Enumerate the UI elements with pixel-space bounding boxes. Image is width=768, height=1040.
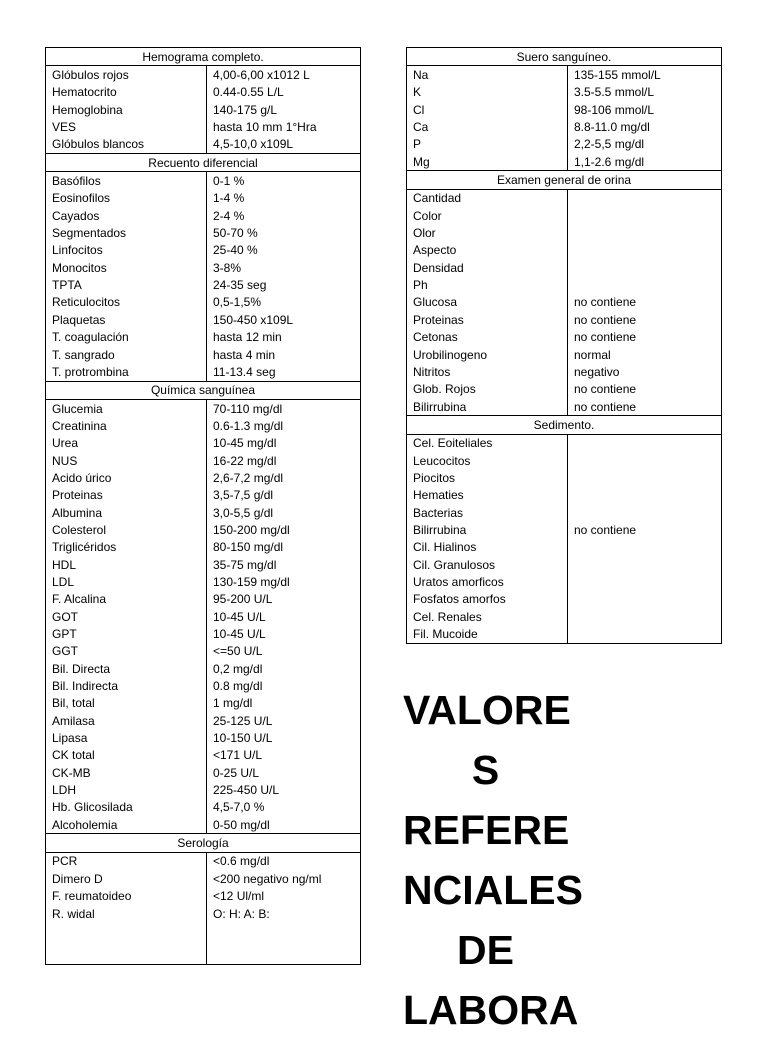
table-row xyxy=(46,799,361,816)
table-row xyxy=(46,539,361,556)
reference-value: 1 mg/dl xyxy=(207,695,361,712)
test-name: GPT xyxy=(46,625,207,642)
test-name: Color xyxy=(407,207,568,224)
test-name: T. sangrado xyxy=(46,346,207,363)
test-name: Basófilos xyxy=(46,172,207,190)
table-row xyxy=(46,363,361,381)
test-name: Hematies xyxy=(407,487,568,504)
right-table-body xyxy=(407,48,722,644)
reference-value xyxy=(568,276,722,293)
reference-value: 1,1-2.6 mg/dl xyxy=(568,153,722,171)
title-line: DE xyxy=(457,927,514,973)
table-row xyxy=(46,712,361,729)
section-title: Examen general de orina xyxy=(407,171,722,189)
empty-cell xyxy=(46,922,207,965)
test-name: GGT xyxy=(46,643,207,660)
table-row xyxy=(407,434,722,452)
test-name: Bil. Directa xyxy=(46,660,207,677)
reference-value xyxy=(568,224,722,241)
reference-value: <=50 U/L xyxy=(207,643,361,660)
test-name: F. Alcalina xyxy=(46,591,207,608)
reference-value: 10-45 U/L xyxy=(207,625,361,642)
reference-value: <0.6 mg/dl xyxy=(207,852,361,870)
reference-value: 70-110 mg/dl xyxy=(207,399,361,417)
test-name: Glóbulos blancos xyxy=(46,136,207,154)
table-row xyxy=(407,311,722,328)
table-row xyxy=(46,207,361,224)
test-name: Na xyxy=(407,66,568,84)
reference-value: 16-22 mg/dl xyxy=(207,452,361,469)
reference-value: 95-200 U/L xyxy=(207,591,361,608)
test-name: Linfocitos xyxy=(46,242,207,259)
table-row xyxy=(46,346,361,363)
test-name: Proteinas xyxy=(407,311,568,328)
reference-value: hasta 10 mm 1°Hra xyxy=(207,118,361,135)
test-name: Fil. Mucoide xyxy=(407,625,568,643)
test-name: Monocitos xyxy=(46,259,207,276)
table-row xyxy=(407,294,722,311)
table-row xyxy=(46,435,361,452)
table-row xyxy=(407,84,722,101)
table-row xyxy=(46,294,361,311)
test-name: Plaquetas xyxy=(46,311,207,328)
reference-value: 150-450 x109L xyxy=(207,311,361,328)
reference-value: hasta 4 min xyxy=(207,346,361,363)
test-name: Fosfatos amorfos xyxy=(407,591,568,608)
test-name: Densidad xyxy=(407,259,568,276)
table-row xyxy=(46,504,361,521)
test-name: CK total xyxy=(46,747,207,764)
table-row xyxy=(407,381,722,398)
table-row xyxy=(46,118,361,135)
reference-value: 4,5-10,0 x109L xyxy=(207,136,361,154)
test-name: Bilirrubina xyxy=(407,521,568,538)
section-header-row xyxy=(407,48,722,66)
table-row xyxy=(46,487,361,504)
test-name: R. widal xyxy=(46,905,207,922)
reference-value xyxy=(568,207,722,224)
table-row xyxy=(407,207,722,224)
test-name: Mg xyxy=(407,153,568,171)
section-header-row xyxy=(407,171,722,189)
test-name: GOT xyxy=(46,608,207,625)
reference-value: 135-155 mmol/L xyxy=(568,66,722,84)
title-line: S xyxy=(471,747,500,793)
test-name: HDL xyxy=(46,556,207,573)
reference-value: normal xyxy=(568,346,722,363)
test-name: Cil. Granulosos xyxy=(407,556,568,573)
table-row xyxy=(46,84,361,101)
reference-value xyxy=(568,504,722,521)
reference-value: 3-8% xyxy=(207,259,361,276)
title-line: LABORA xyxy=(403,987,579,1033)
table-row xyxy=(46,101,361,118)
section-header-row xyxy=(46,48,361,66)
reference-value xyxy=(568,434,722,452)
test-name: Cil. Hialinos xyxy=(407,539,568,556)
reference-value xyxy=(568,591,722,608)
reference-value xyxy=(568,487,722,504)
test-name: Glucemia xyxy=(46,399,207,417)
reference-value: no contiene xyxy=(568,294,722,311)
table-row xyxy=(46,816,361,834)
reference-value: 10-45 mg/dl xyxy=(207,435,361,452)
test-name: Aspecto xyxy=(407,242,568,259)
test-name: Olor xyxy=(407,224,568,241)
left-table-body xyxy=(46,48,361,965)
table-row xyxy=(407,189,722,207)
test-name: Ph xyxy=(407,276,568,293)
table-row xyxy=(46,905,361,922)
test-name: Cel. Renales xyxy=(407,608,568,625)
test-name: Colesterol xyxy=(46,521,207,538)
table-row xyxy=(46,660,361,677)
table-row xyxy=(407,346,722,363)
reference-value: 35-75 mg/dl xyxy=(207,556,361,573)
reference-value: 0-1 % xyxy=(207,172,361,190)
test-name: Eosinofilos xyxy=(46,190,207,207)
test-name: TPTA xyxy=(46,276,207,293)
test-name: Nitritos xyxy=(407,363,568,380)
test-name: Glóbulos rojos xyxy=(46,66,207,84)
reference-value: <200 negativo ng/ml xyxy=(207,870,361,887)
test-name: LDH xyxy=(46,781,207,798)
section-header-row xyxy=(46,154,361,172)
table-row xyxy=(407,608,722,625)
test-name: Uratos amorficos xyxy=(407,573,568,590)
reference-value: 0-50 mg/dl xyxy=(207,816,361,834)
table-row xyxy=(46,136,361,154)
table-row xyxy=(46,242,361,259)
reference-value: 2,6-7,2 mg/dl xyxy=(207,469,361,486)
reference-value: no contiene xyxy=(568,329,722,346)
reference-value: no contiene xyxy=(568,521,722,538)
test-name: Cel. Eoiteliales xyxy=(407,434,568,452)
test-name: Cl xyxy=(407,101,568,118)
table-row xyxy=(46,729,361,746)
test-name: P xyxy=(407,136,568,153)
title-line: NCIALES xyxy=(403,867,583,913)
reference-value: 0.8 mg/dl xyxy=(207,677,361,694)
title-line: REFERE xyxy=(403,807,570,853)
test-name: K xyxy=(407,84,568,101)
test-name: LDL xyxy=(46,573,207,590)
reference-table-left xyxy=(45,47,361,965)
reference-value: 50-70 % xyxy=(207,224,361,241)
reference-value: 10-45 U/L xyxy=(207,608,361,625)
reference-table-right xyxy=(406,47,722,644)
table-row xyxy=(46,747,361,764)
table-row xyxy=(46,66,361,84)
section-header-row xyxy=(46,834,361,852)
table-row xyxy=(407,625,722,643)
section-title: Serología xyxy=(46,834,361,852)
table-row xyxy=(46,643,361,660)
table-row xyxy=(407,242,722,259)
test-name: Creatinina xyxy=(46,417,207,434)
reference-value: 98-106 mmol/L xyxy=(568,101,722,118)
section-title: Recuento diferencial xyxy=(46,154,361,172)
reference-value: 25-40 % xyxy=(207,242,361,259)
test-name: Leucocitos xyxy=(407,452,568,469)
test-name: Dimero D xyxy=(46,870,207,887)
reference-value: 4,00-6,00 x1012 L xyxy=(207,66,361,84)
test-name: VES xyxy=(46,118,207,135)
reference-value: 1-4 % xyxy=(207,190,361,207)
table-row xyxy=(407,556,722,573)
table-row xyxy=(46,190,361,207)
reference-value: 0,5-1,5% xyxy=(207,294,361,311)
reference-value xyxy=(568,469,722,486)
reference-value: no contiene xyxy=(568,381,722,398)
reference-value xyxy=(568,573,722,590)
table-row xyxy=(46,276,361,293)
test-name: T. coagulación xyxy=(46,329,207,346)
test-name: Glob. Rojos xyxy=(407,381,568,398)
test-name: Albumina xyxy=(46,504,207,521)
title-line: VALORE xyxy=(403,687,571,733)
document-title xyxy=(403,680,583,1040)
reference-value: O: H: A: B: xyxy=(207,905,361,922)
table-row xyxy=(46,764,361,781)
section-title: Hemograma completo. xyxy=(46,48,361,66)
table-row xyxy=(46,469,361,486)
table-row xyxy=(407,504,722,521)
table-row xyxy=(46,329,361,346)
table-row xyxy=(407,487,722,504)
test-name: Proteinas xyxy=(46,487,207,504)
section-header-row xyxy=(46,381,361,399)
table-row xyxy=(407,276,722,293)
reference-value: 24-35 seg xyxy=(207,276,361,293)
reference-value xyxy=(568,608,722,625)
table-row xyxy=(407,521,722,538)
test-name: Piocitos xyxy=(407,469,568,486)
reference-value xyxy=(568,556,722,573)
test-name: Amilasa xyxy=(46,712,207,729)
test-name: Cetonas xyxy=(407,329,568,346)
test-name: Bacterias xyxy=(407,504,568,521)
table-row xyxy=(46,399,361,417)
reference-value: <171 U/L xyxy=(207,747,361,764)
test-name: Alcoholemia xyxy=(46,816,207,834)
test-name: Cayados xyxy=(46,207,207,224)
reference-value xyxy=(568,625,722,643)
test-name: Urea xyxy=(46,435,207,452)
test-name: Bil, total xyxy=(46,695,207,712)
table-row xyxy=(46,573,361,590)
reference-value xyxy=(568,259,722,276)
table-row xyxy=(407,363,722,380)
empty-cell xyxy=(207,922,361,965)
reference-value xyxy=(568,189,722,207)
table-row xyxy=(46,870,361,887)
table-row xyxy=(46,781,361,798)
table-row xyxy=(407,591,722,608)
reference-value: hasta 12 min xyxy=(207,329,361,346)
test-name: T. protrombina xyxy=(46,363,207,381)
table-row xyxy=(46,677,361,694)
section-title: Suero sanguíneo. xyxy=(407,48,722,66)
reference-value: 3,5-7,5 g/dl xyxy=(207,487,361,504)
table-row xyxy=(46,625,361,642)
reference-value: 10-150 U/L xyxy=(207,729,361,746)
reference-value: 0.6-1.3 mg/dl xyxy=(207,417,361,434)
test-name: NUS xyxy=(46,452,207,469)
reference-value: 225-450 U/L xyxy=(207,781,361,798)
reference-value: 8.8-11.0 mg/dl xyxy=(568,118,722,135)
table-row xyxy=(46,591,361,608)
table-row xyxy=(46,311,361,328)
reference-value: 2,2-5,5 mg/dl xyxy=(568,136,722,153)
table-row xyxy=(46,452,361,469)
section-header-row xyxy=(407,416,722,434)
table-row xyxy=(407,118,722,135)
reference-value: 3,0-5,5 g/dl xyxy=(207,504,361,521)
table-row xyxy=(46,608,361,625)
test-name: Urobilinogeno xyxy=(407,346,568,363)
test-name: Hemoglobina xyxy=(46,101,207,118)
empty-row xyxy=(46,922,361,965)
table-row xyxy=(46,172,361,190)
table-row xyxy=(46,852,361,870)
table-row xyxy=(46,556,361,573)
test-name: Lipasa xyxy=(46,729,207,746)
test-name: Hematocrito xyxy=(46,84,207,101)
section-title: Química sanguínea xyxy=(46,381,361,399)
table-row xyxy=(407,259,722,276)
reference-value: 130-159 mg/dl xyxy=(207,573,361,590)
table-row xyxy=(46,521,361,538)
test-name: Hb. Glicosilada xyxy=(46,799,207,816)
test-name: Bil. Indirecta xyxy=(46,677,207,694)
test-name: Glucosa xyxy=(407,294,568,311)
reference-value xyxy=(568,539,722,556)
table-row xyxy=(407,539,722,556)
reference-value: 80-150 mg/dl xyxy=(207,539,361,556)
test-name: Segmentados xyxy=(46,224,207,241)
table-row xyxy=(46,224,361,241)
reference-value: <12 Ul/ml xyxy=(207,888,361,905)
reference-value: 11-13.4 seg xyxy=(207,363,361,381)
test-name: Ca xyxy=(407,118,568,135)
table-row xyxy=(46,259,361,276)
reference-value: no contiene xyxy=(568,398,722,416)
section-title: Sedimento. xyxy=(407,416,722,434)
table-row xyxy=(407,224,722,241)
table-row xyxy=(407,398,722,416)
test-name: PCR xyxy=(46,852,207,870)
test-name: Reticulocitos xyxy=(46,294,207,311)
table-row xyxy=(407,66,722,84)
reference-value: 0-25 U/L xyxy=(207,764,361,781)
reference-value: 0,2 mg/dl xyxy=(207,660,361,677)
table-row xyxy=(407,136,722,153)
table-row xyxy=(46,417,361,434)
reference-value: 150-200 mg/dl xyxy=(207,521,361,538)
reference-value: negativo xyxy=(568,363,722,380)
test-name: Cantidad xyxy=(407,189,568,207)
reference-value: 4,5-7,0 % xyxy=(207,799,361,816)
reference-value xyxy=(568,452,722,469)
test-name: Triglicéridos xyxy=(46,539,207,556)
test-name: CK-MB xyxy=(46,764,207,781)
reference-value: 3.5-5.5 mmol/L xyxy=(568,84,722,101)
reference-value xyxy=(568,242,722,259)
table-row xyxy=(46,888,361,905)
table-row xyxy=(407,573,722,590)
table-row xyxy=(407,101,722,118)
reference-value: 25-125 U/L xyxy=(207,712,361,729)
reference-value: 2-4 % xyxy=(207,207,361,224)
reference-value: 140-175 g/L xyxy=(207,101,361,118)
table-row xyxy=(407,329,722,346)
table-row xyxy=(407,153,722,171)
table-row xyxy=(46,695,361,712)
table-row xyxy=(407,469,722,486)
test-name: F. reumatoideo xyxy=(46,888,207,905)
reference-value: 0.44-0.55 L/L xyxy=(207,84,361,101)
test-name: Acido úrico xyxy=(46,469,207,486)
table-row xyxy=(407,452,722,469)
reference-value: no contiene xyxy=(568,311,722,328)
test-name: Bilirrubina xyxy=(407,398,568,416)
